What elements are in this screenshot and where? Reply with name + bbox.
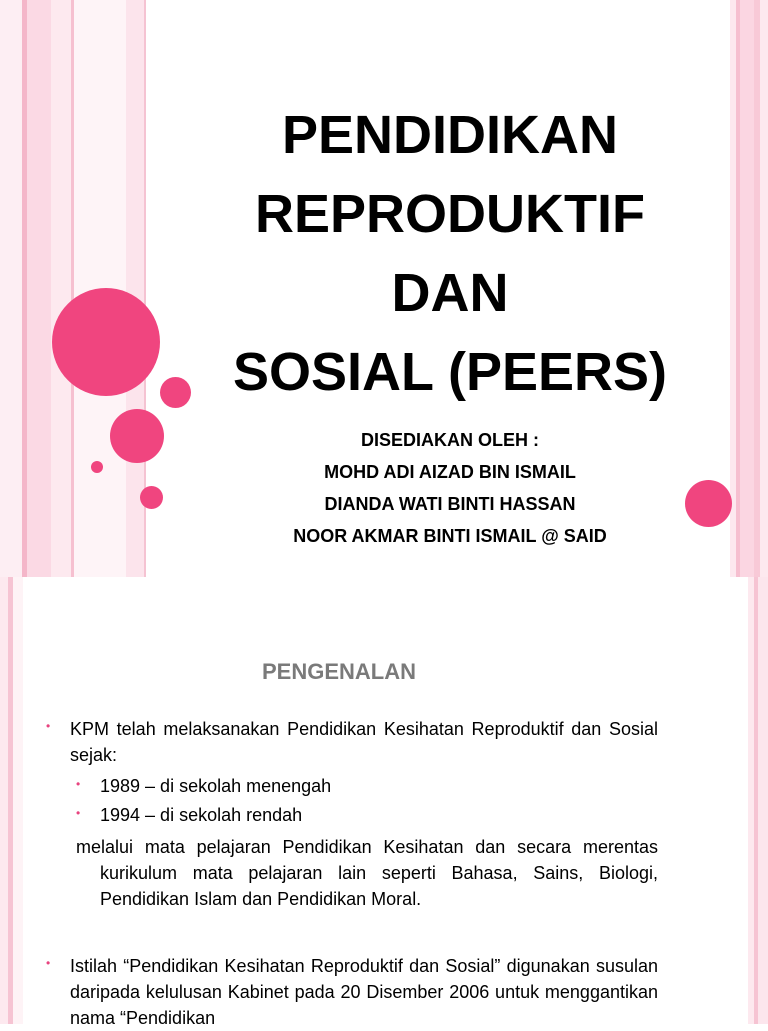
bullet-dot-icon: • [46,956,51,970]
sub-item-2 [76,801,658,830]
title-line-1: PENDIDIKAN [281,105,619,165]
decorative-circle-small-2 [140,486,163,509]
bullet-item-2 [46,953,658,1031]
intro-paragraph: melalui mata pelajaran Pendidikan Kesihatan dan secara merentas kurikulum mata pelajaran lain seperti Bahasa, Sains, Biologi, Pendidikan Islam dan Pendidikan Moral. [76,837,658,909]
sub-item-2-text: 1994 – di sekolah rendah [100,805,303,825]
author-3: NOOR AKMAR BINTI ISMAIL @ SAID [293,526,607,546]
title-line-2: REPRODUKTIF [255,184,645,244]
sub-item-1-text: 1989 – di sekolah menengah [100,776,332,796]
right-stripe-3 [740,0,754,577]
decorative-circle-tiny [91,461,103,473]
section-heading: PENGENALAN [262,659,417,684]
intro-content [46,716,658,912]
slide2-right-stripe-3 [758,577,768,1024]
credits [180,424,720,552]
bullet-item-1 [46,716,658,768]
bullet-dot-icon: • [76,777,81,791]
left-stripe-1 [0,0,22,577]
decorative-circle-medium [110,409,164,463]
decorative-circle-large [52,288,160,396]
author-2: DIANDA WATI BINTI HASSAN [324,494,576,514]
sub-list [76,772,658,830]
presentation-title [160,96,740,412]
slide2-left-stripe-3 [13,577,23,1024]
sub-item-1 [76,772,658,801]
bullet-item-2-container [46,953,658,1031]
bullet-dot-icon: • [46,719,51,733]
right-stripe-5 [760,0,768,577]
bullet-dot-icon: • [76,806,81,820]
bullet-2-text: Istilah “Pendidikan Kesihatan Reproduktif dan Sosial” digunakan susulan daripada kelulusan Kabinet pada 20 Disember 2006 untuk menggantikan nama “Pendidikan [70,956,658,1028]
prepared-by-label: DISEDIAKAN OLEH : [360,430,539,450]
bullet-1-text: KPM telah melaksanakan Pendidikan Kesihatan Reproduktif dan Sosial sejak: [70,719,658,765]
author-1: MOHD ADI AIZAD BIN ISMAIL [324,462,576,482]
left-stripe-3 [27,0,51,577]
title-line-4: SOSIAL (PEERS) [232,342,668,402]
slide2-left-stripe-1 [0,577,8,1024]
title-line-3: DAN [391,263,509,323]
left-stripe-4 [51,0,71,577]
